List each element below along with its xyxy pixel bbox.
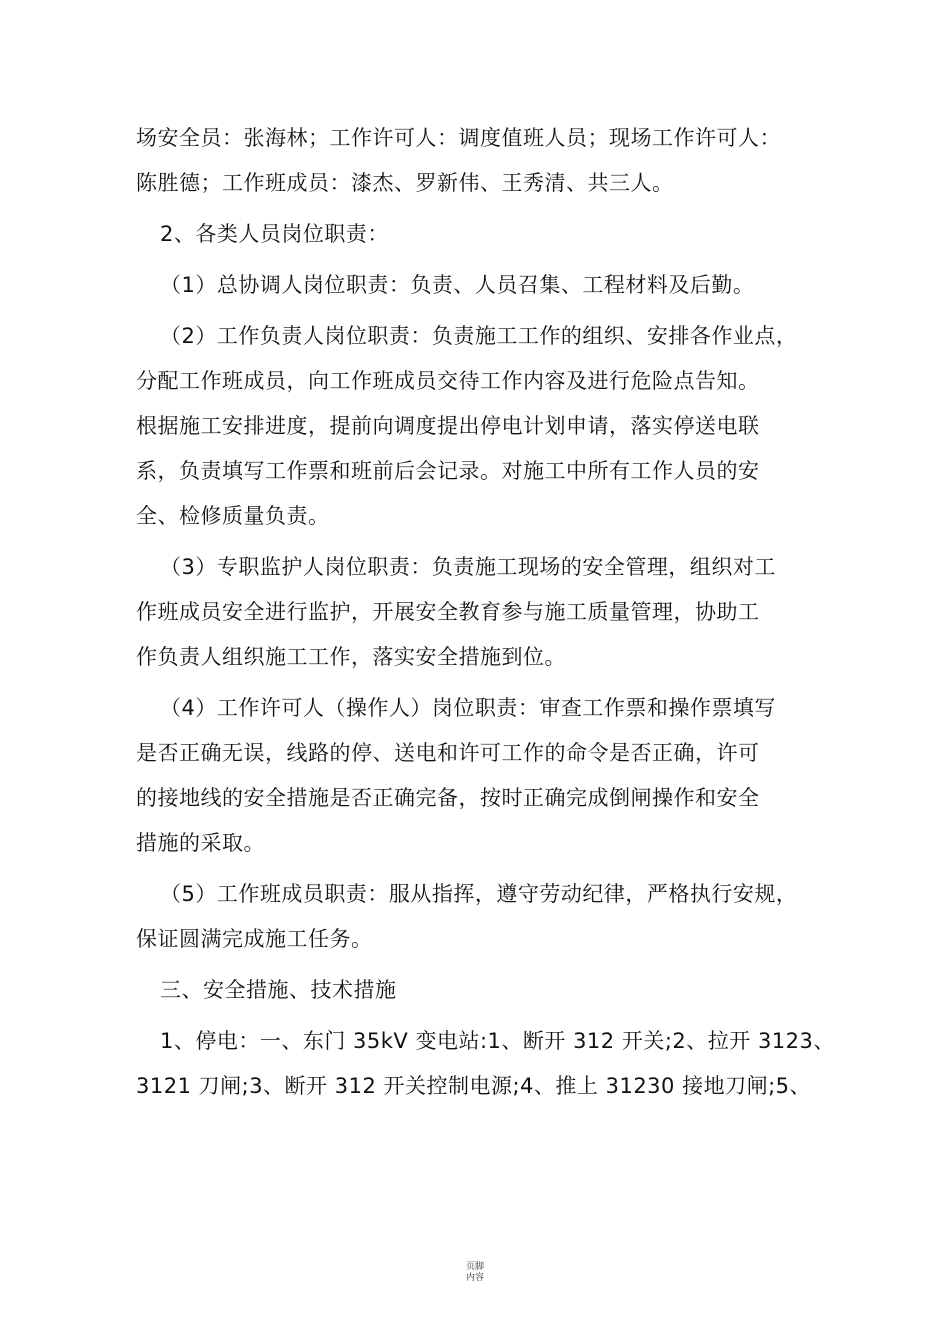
footer-line-1: 页脚 — [465, 1262, 484, 1272]
paragraph — [136, 116, 836, 206]
text-line: 保证圆满完成施工任务。 — [136, 927, 373, 951]
text-line: 是否正确无误，线路的停、送电和许可工作的命令是否正确，许可 — [136, 741, 760, 765]
paragraph — [136, 968, 836, 1013]
text-line: （4）工作许可人（操作人）岗位职责：审查工作票和操作票填写 — [160, 696, 776, 720]
text-line: 措施的采取。 — [136, 831, 265, 855]
text-line: 3121 刀闸;3、断开 312 开关控制电源;4、推上 31230 接地刀闸;5、 — [136, 1074, 812, 1098]
document-body — [136, 116, 836, 1115]
page-footer — [0, 1262, 950, 1284]
text-line: 全、检修质量负责。 — [136, 504, 330, 528]
text-line: 根据施工安排进度，提前向调度提出停电计划申请，落实停送电联 — [136, 414, 760, 438]
text-line: 三、安全措施、技术措施 — [160, 978, 397, 1002]
text-line: （3）专职监护人岗位职责：负责施工现场的安全管理，组织对工 — [160, 555, 776, 579]
text-line: 的接地线的安全措施是否正确完备，按时正确完成倒闸操作和安全 — [136, 786, 760, 810]
text-line: （5）工作班成员职责：服从指挥，遵守劳动纪律，严格执行安规， — [160, 882, 798, 906]
text-line: 2、各类人员岗位职责： — [160, 222, 389, 246]
footer-line-2: 内容 — [465, 1273, 484, 1283]
text-line: 系，负责填写工作票和班前后会记录。对施工中所有工作人员的安 — [136, 459, 760, 483]
paragraph — [136, 686, 836, 866]
text-line: 陈胜德；工作班成员：漆杰、罗新伟、王秀清、共三人。 — [136, 171, 674, 195]
paragraph — [136, 314, 836, 539]
text-line: 作班成员安全进行监护，开展安全教育参与施工质量管理，协助工 — [136, 600, 760, 624]
text-line: 1、停电：一、东门 35kV 变电站:1、断开 312 开关;2、拉开 3123、 — [160, 1029, 835, 1053]
paragraph — [136, 1019, 836, 1109]
text-line: （1）总协调人岗位职责：负责、人员召集、工程材料及后勤。 — [160, 273, 755, 297]
text-line: 分配工作班成员，向工作班成员交待工作内容及进行危险点告知。 — [136, 369, 760, 393]
paragraph — [136, 212, 836, 257]
paragraph — [136, 263, 836, 308]
text-line: 场安全员：张海林；工作许可人：调度值班人员；现场工作许可人： — [136, 126, 781, 150]
paragraph — [136, 545, 836, 680]
text-line: 作负责人组织施工工作，落实安全措施到位。 — [136, 645, 566, 669]
paragraph — [136, 872, 836, 962]
text-line: （2）工作负责人岗位职责：负责施工工作的组织、安排各作业点， — [160, 324, 798, 348]
